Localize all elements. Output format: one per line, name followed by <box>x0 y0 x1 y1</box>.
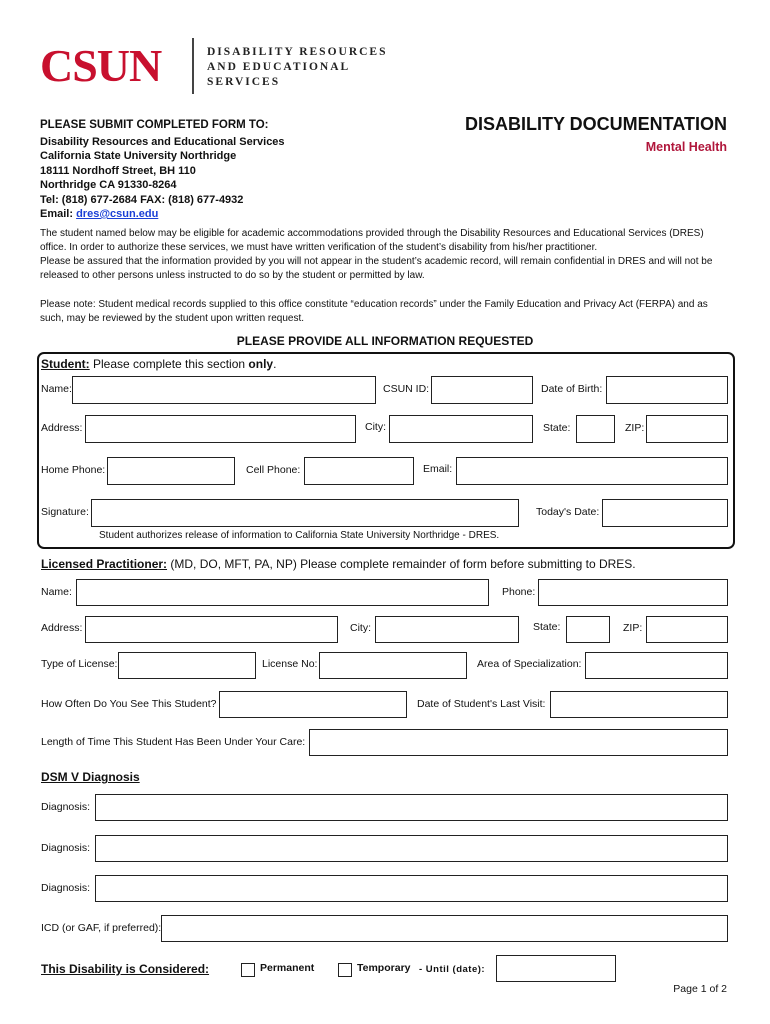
diagnosis-1-label: Diagnosis: <box>41 801 91 813</box>
specialization-input[interactable] <box>585 652 728 679</box>
intro-text: Please be assured that the information provided by you will not appear in the student’s academic record, will remain confidential in DRES and will not be released to other persons unless instructed to do so by the student or permitted by law. <box>40 256 713 281</box>
dsm-heading: DSM V Diagnosis <box>41 770 140 784</box>
cell-phone-input[interactable] <box>304 457 414 485</box>
diagnosis-3-label: Diagnosis: <box>41 882 91 894</box>
student-zip-input[interactable] <box>646 415 728 443</box>
signature-input[interactable] <box>91 499 519 527</box>
license-type-label: Type of License: <box>41 658 118 670</box>
dob-label: Date of Birth: <box>541 383 603 395</box>
pract-state-label: State: <box>533 621 561 633</box>
page-number: Page 1 of 2 <box>673 983 727 995</box>
submit-heading: PLEASE SUBMIT COMPLETED FORM TO: <box>40 119 269 131</box>
intro-text: The student named below may be eligible for academic accommodations provided through the Disability Resources and Educational Services (DRES) office. In order to authorize these services, we must have written verification of the student’s disability from his/her practitioner. <box>40 228 704 253</box>
csun-id-input[interactable] <box>431 376 533 404</box>
license-no-label: License No: <box>262 658 318 670</box>
email-label: Email: <box>40 208 77 220</box>
pract-state-input[interactable] <box>566 616 610 643</box>
logo-sub-line: SERVICES <box>207 76 281 88</box>
student-email-input[interactable] <box>456 457 728 485</box>
pract-phone-input[interactable] <box>538 579 728 606</box>
student-instr: Please complete this section <box>89 357 249 371</box>
document-title: DISABILITY DOCUMENTATION <box>465 114 727 134</box>
csun-id-label: CSUN ID: <box>383 383 430 395</box>
cell-phone-label: Cell Phone: <box>246 464 301 476</box>
student-name-input[interactable] <box>72 376 376 404</box>
how-often-label: How Often Do You See This Student? <box>41 698 217 710</box>
student-zip-label: ZIP: <box>625 422 645 434</box>
length-of-care-label: Length of Time This Student Has Been Under Your Care: <box>41 736 306 748</box>
address-line: 18111 Nordhoff Street, BH 110 <box>40 164 196 177</box>
address-line: California State University Northridge <box>40 150 237 162</box>
email-line <box>40 207 285 222</box>
last-visit-input[interactable] <box>550 691 728 718</box>
temporary-checkbox[interactable] <box>338 963 352 977</box>
todays-date-input[interactable] <box>602 499 728 527</box>
diagnosis-3-input[interactable] <box>95 875 728 902</box>
diagnosis-1-input[interactable] <box>95 794 728 821</box>
student-city-input[interactable] <box>389 415 533 443</box>
todays-date-label: Today's Date: <box>536 506 600 518</box>
student-city-label: City: <box>365 421 386 433</box>
temporary-label: Temporary <box>357 962 411 974</box>
logo-sub-line: AND EDUCATIONAL <box>207 61 351 73</box>
address-line: Tel: (818) 677-2684 FAX: (818) 677-4932 <box>40 193 244 206</box>
pract-name-label: Name: <box>41 586 72 598</box>
document-subtitle: Mental Health <box>645 140 727 154</box>
license-type-input[interactable] <box>118 652 256 679</box>
address-line: Disability Resources and Educational Services <box>40 135 285 148</box>
pract-address-label: Address: <box>41 622 83 634</box>
permanent-label: Permanent <box>260 962 315 974</box>
until-date-input[interactable] <box>496 955 616 982</box>
diagnosis-2-input[interactable] <box>95 835 728 862</box>
pract-name-input[interactable] <box>76 579 489 606</box>
how-often-input[interactable] <box>219 691 407 718</box>
logo-subtitle <box>207 45 388 90</box>
pract-address-input[interactable] <box>85 616 338 643</box>
student-state-label: State: <box>543 422 571 434</box>
student-address-label: Address: <box>41 422 83 434</box>
request-heading: PLEASE PROVIDE ALL INFORMATION REQUESTED <box>236 334 534 348</box>
until-label: - Until (date): <box>419 964 486 975</box>
pract-zip-input[interactable] <box>646 616 728 643</box>
student-state-input[interactable] <box>576 415 615 443</box>
practitioner-heading <box>41 557 636 571</box>
considered-heading: This Disability is Considered: <box>41 962 210 976</box>
student-address-input[interactable] <box>85 415 356 443</box>
student-name-label: Name: <box>41 383 72 395</box>
email-link[interactable]: dres@csun.edu <box>76 208 159 220</box>
diagnosis-2-label: Diagnosis: <box>41 842 91 854</box>
student-email-label: Email: <box>423 463 453 475</box>
csun-logo: CSUN <box>40 40 162 91</box>
last-visit-label: Date of Student's Last Visit: <box>417 698 546 710</box>
ferpa-note: Please note: Student medical records supplied to this office constitute “education records” under the Family Education and Privacy Act (FERPA) and as such, may be reviewed by the student upon written request. <box>40 299 708 324</box>
pract-city-label: City: <box>350 622 371 634</box>
submit-address-block <box>40 118 285 222</box>
signature-label: Signature: <box>41 506 89 518</box>
icd-label: ICD (or GAF, if preferred): <box>41 922 162 934</box>
permanent-checkbox[interactable] <box>241 963 255 977</box>
practitioner-instr: (MD, DO, MFT, PA, NP) Please complete remainder of form before submitting to DRES. <box>167 557 636 571</box>
license-no-input[interactable] <box>319 652 467 679</box>
dob-input[interactable] <box>606 376 728 404</box>
specialization-label: Area of Specialization: <box>477 658 582 670</box>
release-statement: Student authorizes release of information to California State University Northridge - DRES. <box>99 530 500 541</box>
address-line: Northridge CA 91330-8264 <box>40 179 177 191</box>
student-heading <box>41 357 276 371</box>
student-instr-end: . <box>273 357 277 371</box>
logo-divider <box>192 38 194 94</box>
practitioner-heading-label: Licensed Practitioner: <box>41 557 168 571</box>
pract-phone-label: Phone: <box>502 586 536 598</box>
pract-zip-label: ZIP: <box>623 622 643 634</box>
student-instr-bold: only <box>248 357 274 371</box>
logo-sub-line: DISABILITY RESOURCES <box>207 46 388 58</box>
home-phone-input[interactable] <box>107 457 235 485</box>
icd-input[interactable] <box>161 915 728 942</box>
home-phone-label: Home Phone: <box>41 464 106 476</box>
intro-paragraph-1 <box>40 227 730 283</box>
pract-city-input[interactable] <box>375 616 519 643</box>
student-heading-label: Student: <box>41 357 90 371</box>
length-of-care-input[interactable] <box>309 729 728 756</box>
